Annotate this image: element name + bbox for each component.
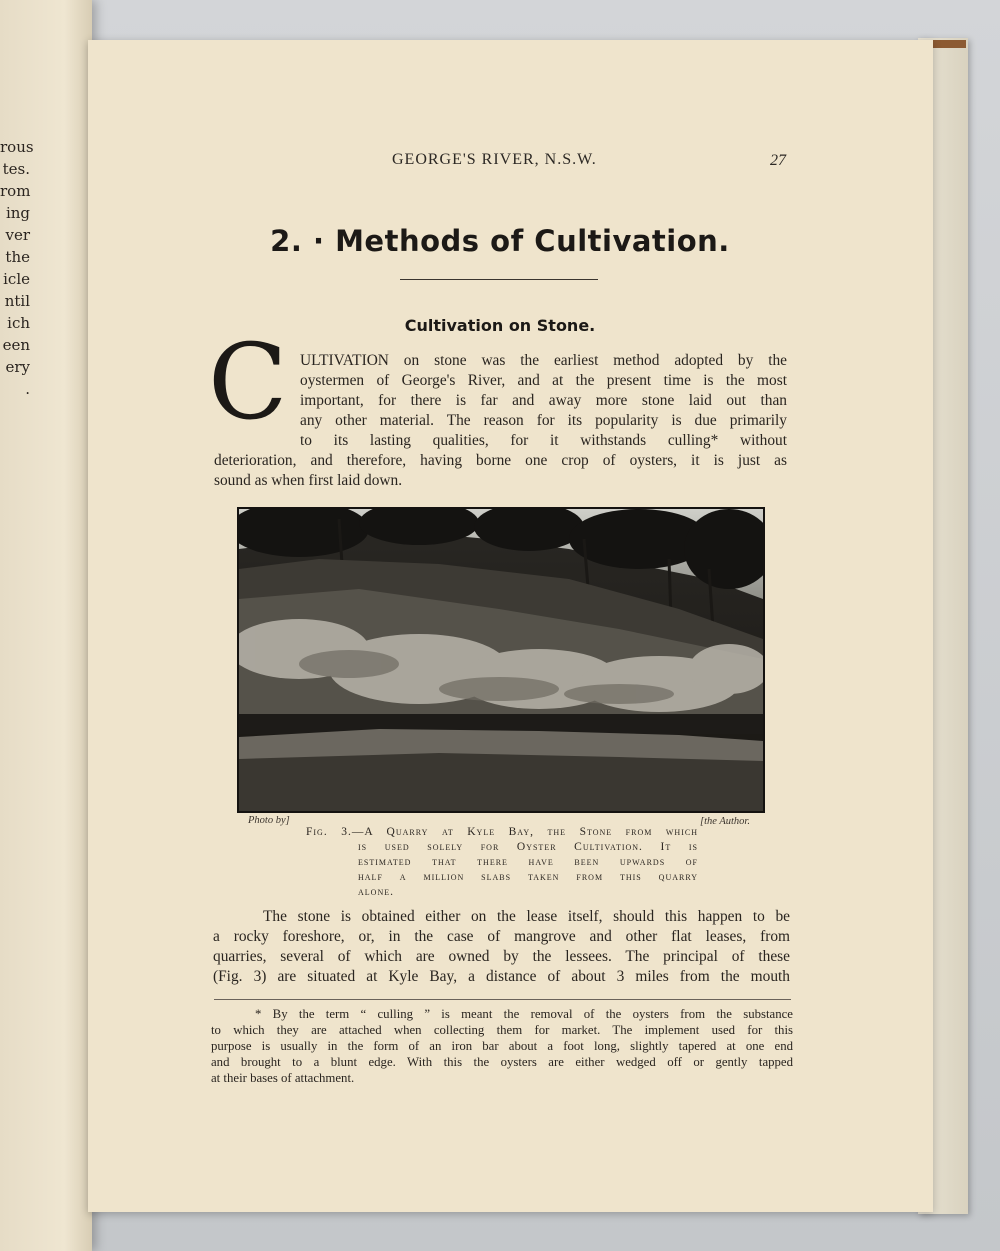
photo-credit-right: [the Author. — [700, 816, 750, 827]
left-fragment: tes. — [2, 160, 30, 178]
section-title: Cultivation on Stone. — [404, 316, 596, 335]
text-line: important, for there is far and away more stone laid out than — [300, 392, 787, 409]
left-fragment: ntil — [4, 292, 30, 310]
caption-line: half a million slabs taken from this quarry — [358, 871, 698, 883]
text-line: sound as when first laid down. — [214, 472, 403, 489]
caption-line: Fig. 3.—A Quarry at Kyle Bay, the Stone from which — [306, 826, 698, 838]
footnote — [211, 1006, 793, 1086]
left-fragment: ery — [5, 358, 30, 376]
left-page-text-fragments — [0, 136, 34, 400]
footnote-line: to which they are attached when collecting them for market. The implement used for this — [211, 1023, 793, 1037]
text-line: any other material. The reason for its popularity is due primarily — [300, 412, 787, 429]
left-page-edge — [0, 0, 92, 1251]
left-fragment: ver — [5, 226, 30, 244]
left-fragment: een — [2, 336, 30, 354]
footnote-divider — [214, 999, 791, 1000]
left-fragment: . — [25, 380, 30, 398]
chapter-title: 2. · Methods of Cultivation. — [270, 224, 730, 258]
text-line: to its lasting qualities, for it withstands culling* without — [300, 432, 787, 449]
quarry-photo-image — [239, 509, 763, 811]
figure-caption — [306, 825, 698, 900]
paragraph-2 — [213, 907, 790, 987]
quarry-photograph — [237, 507, 765, 813]
caption-line: estimated that there have been upwards of — [358, 856, 698, 868]
text-line: (Fig. 3) are situated at Kyle Bay, a distance of about 3 miles from the mouth — [213, 968, 790, 985]
left-fragment: ich — [7, 314, 30, 332]
text-line: quarries, several of which are owned by the lessees. The principal of these — [213, 948, 790, 965]
left-fragment: ing — [5, 204, 30, 222]
caption-line: alone. — [358, 886, 394, 898]
footnote-line: * By the term “ culling ” is meant the removal of the oysters from the substance — [255, 1007, 793, 1021]
paragraph-1-continued — [214, 451, 787, 491]
footnote-line: at their bases of attachment. — [211, 1071, 355, 1085]
text-line: The stone is obtained either on the lease itself, should this happen to be — [263, 908, 790, 925]
text-line: oystermen of George's River, and at the present time is the most — [300, 372, 787, 389]
text-line: deterioration, and therefore, having borne one crop of oysters, it is just as — [214, 452, 787, 469]
caption-line: is used solely for Oyster Cultivation. It is — [358, 841, 698, 853]
running-head: GEORGE'S RIVER, N.S.W. — [392, 151, 597, 168]
paragraph-1-indented — [300, 351, 787, 451]
left-fragment: rous — [0, 138, 34, 156]
drop-cap: C — [208, 321, 288, 443]
text-line: ULTIVATION on stone was the earliest method adopted by the — [300, 352, 787, 369]
title-divider — [400, 279, 598, 280]
footnote-line: purpose is usually in the form of an iron bar about a foot long, slightly tapered at one end — [211, 1039, 793, 1053]
left-fragment: rom — [0, 182, 31, 200]
text-line: a rocky foreshore, or, in the case of mangrove and other flat leases, from — [213, 928, 790, 945]
left-fragment: icle — [3, 270, 30, 288]
footnote-line: and brought to a blunt edge. With this the oysters are either wedged off or gently tapped — [211, 1055, 793, 1069]
left-fragment: the — [5, 248, 30, 266]
page-number: 27 — [770, 152, 786, 169]
photo-credit-left: Photo by] — [248, 815, 290, 826]
